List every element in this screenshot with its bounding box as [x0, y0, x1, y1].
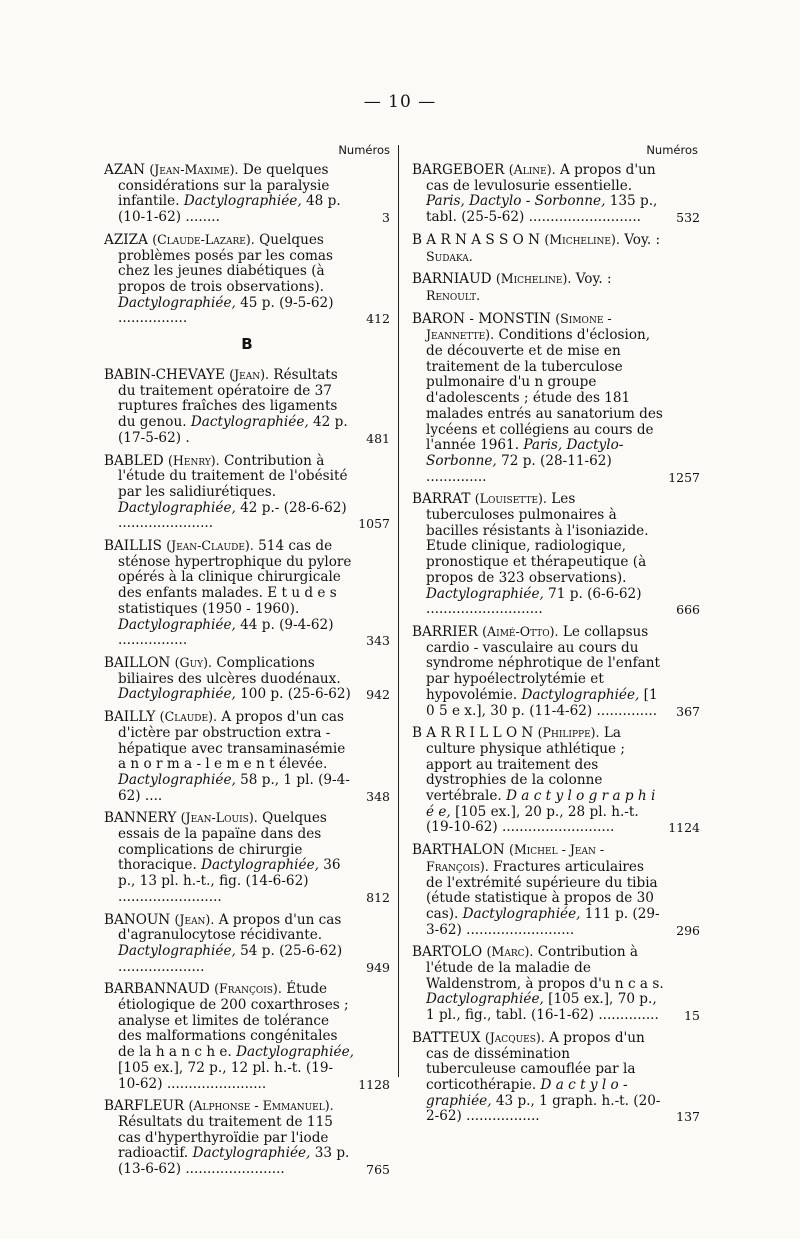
entry-given-name: (Aimé-Otto). — [482, 623, 559, 639]
entry-reference: 36 p., 13 pl. h.-t., fig. (14-6-62) ........................ — [118, 857, 341, 905]
entry-reference: 48 p. (10-1-62) ........ — [118, 193, 341, 226]
bibliography-entry — [104, 912, 390, 976]
entry-author: BAILLON — [104, 654, 171, 671]
entry-number: 137 — [676, 1109, 700, 1125]
entry-publisher: Dactylographiée, — [192, 1145, 311, 1162]
entry-title: La culture physique athlétique ; apport au traitement des dystrophies de la colonne vertébrale. — [426, 725, 626, 805]
entry-given-name: (Alphonse - Emmanuel). — [188, 1098, 334, 1114]
entry-author: BARRAT — [412, 491, 471, 508]
entry-author: BANNERY — [104, 810, 177, 827]
entry-title: Les tuberculoses pulmonaires à bacilles résistants à l'isoniazide. Etude clinique, radiologique, pronostique et thérapeutique (à propos de 323 observations). — [426, 491, 649, 586]
entry-given-name: (Michel - Jean - François). — [426, 842, 605, 874]
entry-title: Étude étiologique de 200 coxarthroses ; analyse et limites de tolérance des malformations congénitales de la h a n c h e. — [118, 981, 349, 1061]
entry-title: Le collapsus cardio - vasculaire au cours du syndrome néphrotique de l'enfant par hypoélectrolytémie et hypovolémie. — [426, 623, 660, 703]
entry-author: BABLED — [104, 452, 164, 469]
entry-reference: 33 p. (13-6-62) ....................... — [118, 1145, 350, 1178]
entry-number: 367 — [676, 703, 700, 719]
entry-given-name: (Jean-Maxime). — [149, 162, 239, 177]
entry-reference: 135 p., tabl. (25-5-62) .......................... — [426, 193, 658, 226]
left-column — [104, 162, 390, 1184]
entry-reference: 45 p. (9-5-62) ................ — [118, 294, 334, 327]
entry-reference: 71 p. (6-6-62) ........................... — [426, 585, 642, 618]
entry-title: Fractures articulaires de l'extrémité supérieure du tibia (étude statistique à propos de 30 cas). — [426, 858, 658, 922]
entry-reference: 44 p. (9-4-62) ................ — [118, 616, 334, 649]
entry-title: A propos d'un cas de dissémination tuberculeuse camouflée par la corticothérapie. — [426, 1029, 645, 1093]
entry-author: BARBANNAUD — [104, 981, 210, 998]
bibliography-entry — [412, 624, 700, 719]
entry-number: 1057 — [358, 516, 390, 532]
entry-title: A propos d'un cas de levulosurie essentielle. — [426, 162, 656, 194]
bibliography-entry — [104, 453, 390, 533]
entry-number: 949 — [366, 959, 390, 975]
bibliography-entry — [412, 842, 700, 938]
entry-publisher: Dactylographiée, — [236, 1044, 354, 1061]
entry-given-name: (Aline). — [508, 162, 556, 177]
bibliography-entry — [412, 271, 700, 304]
bibliography-entry — [104, 367, 390, 447]
bibliography-entry — [412, 491, 700, 618]
entry-author: BARON - MONSTIN — [412, 310, 551, 327]
entry-number: 348 — [366, 788, 390, 804]
entry-reference: 42 p.- (28-6-62) ...................... — [118, 499, 347, 532]
entry-author: BABIN-CHEVAYE — [104, 367, 225, 384]
entry-given-name: (Jean-Louis). — [180, 810, 258, 826]
entry-reference: 43 p., 1 graph. h.-t. (20-2-62) ................. — [426, 1092, 661, 1125]
entry-author: BARTOLO — [412, 944, 483, 961]
entry-title: A propos d'un cas d'agranulocytose récidivante. — [118, 911, 342, 944]
entry-title: A propos d'un cas d'ictère par obstruction extra - hépatique avec transaminasémie a n o r m a - l e m e n t élevée. — [118, 709, 346, 773]
entry-reference: [105 ex.], 72 p., 12 pl. h.-t. (19-10-62) ....................... — [118, 1059, 334, 1092]
entry-given-name: (Jean-Claude). — [166, 538, 254, 554]
entry-number: 666 — [676, 602, 700, 618]
entry-author: BAILLY — [104, 709, 156, 726]
entry-given-name: (Guy). — [174, 654, 213, 670]
entry-author: B A R R I L L O N — [412, 725, 534, 742]
entry-author: BATTEUX — [412, 1029, 481, 1046]
bibliography-entry — [412, 725, 700, 836]
entry-title: Contribution à l'étude du traitement de l'obésité par les salidiurétiques. — [118, 452, 348, 500]
entry-number: 532 — [676, 210, 700, 226]
page-number: — 10 — — [363, 92, 437, 112]
entry-author: AZAN — [104, 162, 145, 178]
entry-reference: Sudaka. — [426, 248, 473, 264]
bibliography-entry — [412, 162, 700, 226]
entry-given-name: (Claude-Lazare). — [152, 231, 255, 247]
bibliography-entry — [412, 944, 700, 1024]
bibliography-entry — [412, 1030, 700, 1125]
entry-publisher: Dactylographiée, — [201, 857, 319, 874]
entry-number: 1124 — [668, 820, 700, 836]
entry-number: 296 — [676, 922, 700, 938]
left-column-header: Numéros — [338, 143, 390, 157]
entry-given-name: (Louisette). — [474, 491, 547, 507]
entry-publisher: Dactylographiée, — [426, 991, 544, 1008]
entry-title: Résultats du traitement de 115 cas d'hyperthyroïdie par l'iode radioactif. — [118, 1113, 333, 1162]
entry-reference: 54 p. (25-6-62) .................... — [118, 942, 343, 975]
entry-publisher: Dactylographiée, — [118, 616, 236, 633]
entry-publisher: Dactylographiée, — [118, 942, 236, 959]
entry-publisher: D a c t y l o g r a p h i é e, — [426, 788, 656, 820]
entry-title: Résultats du traitement opératoire de 37 ruptures fraîches des ligaments du genou. — [118, 367, 338, 431]
bibliography-entry — [104, 810, 390, 905]
entry-given-name: (Micheline). — [495, 271, 572, 287]
entry-author: BAILLIS — [104, 538, 162, 555]
entry-publisher: Dactylographiée, — [118, 686, 236, 703]
entry-author: AZIZA — [104, 231, 148, 248]
entry-given-name: (Jean). — [174, 911, 215, 927]
bibliography-entry — [104, 162, 390, 226]
bibliography-entry — [104, 538, 390, 649]
bibliography-entry — [104, 655, 390, 703]
right-entries — [412, 162, 700, 1125]
bibliography-entry — [412, 311, 700, 486]
entry-given-name: (François). — [214, 981, 282, 997]
entry-number: 3 — [382, 210, 390, 226]
entry-given-name: (Jean). — [229, 367, 270, 383]
left-entries-a — [104, 162, 390, 327]
entry-author: BARRIER — [412, 623, 478, 640]
entry-publisher: Dactylographiée, — [118, 294, 236, 311]
entry-publisher: Dactylographiée, — [190, 414, 309, 431]
entry-author: BARTHALON — [412, 842, 505, 859]
entry-number: 765 — [366, 1162, 390, 1178]
entry-reference: 42 p. (17-5-62) . — [118, 414, 348, 446]
entry-number: 942 — [366, 687, 390, 703]
entry-given-name: (Micheline). — [544, 231, 620, 247]
bibliography-entry — [412, 232, 700, 265]
entry-title: Voy. : — [624, 231, 661, 248]
entry-given-name: (Henry). — [167, 452, 220, 468]
entry-number: 412 — [366, 311, 390, 327]
entry-number: 812 — [366, 889, 390, 905]
entry-reference: [1 0 5 e x.], 30 p. (11-4-62) .............. — [426, 686, 658, 719]
bibliography-entry — [104, 709, 390, 804]
entry-given-name: (Philippe). — [537, 725, 600, 741]
entry-title: Quelques problèmes posés par les comas chez les jeunes diabétiques (à propos de trois observations). — [118, 231, 333, 295]
entry-reference: 72 p. (28-11-62) .............. — [426, 452, 612, 485]
entry-reference: [105 ex.], 20 p., 28 pl. h.-t. (19-10-62) .......................... — [426, 803, 639, 836]
entry-publisher: Dactylographiée, — [521, 686, 640, 703]
entry-given-name: (Claude). — [159, 709, 217, 725]
right-column — [412, 162, 700, 1131]
entry-title: Contribution à l'étude de la maladie de Waldenstrom, à propos d'u n c a s. — [426, 944, 664, 992]
entry-reference: 58 p., 1 pl. (9-4-62) .... — [118, 771, 350, 804]
entry-number: 15 — [684, 1008, 700, 1024]
entry-publisher: Dactylographiée, — [118, 499, 236, 516]
left-entries-b — [104, 367, 390, 1178]
entry-given-name: (Jacques). — [484, 1029, 545, 1045]
entry-publisher: Dactylographiée, — [118, 771, 236, 788]
entry-publisher: Paris, Dactylo-Sorbonne, — [426, 437, 624, 469]
entry-number: 343 — [366, 633, 390, 649]
entry-given-name: (Simone - Jeannette). — [426, 310, 612, 343]
entry-author: BANOUN — [104, 911, 171, 928]
bibliography-entry — [104, 1098, 390, 1178]
entry-publisher: Dactylographiée, — [183, 193, 302, 210]
entry-title: Quelques essais de la papaïne dans des complications de chirurgie thoracique. — [118, 810, 327, 874]
entry-number: 1257 — [668, 469, 700, 485]
entry-reference: Renoult. — [426, 287, 481, 303]
bibliography-entry — [104, 232, 390, 327]
entry-publisher: Dactylographiée, — [462, 905, 581, 922]
entry-reference: 100 p. (25-6-62) — [240, 686, 351, 703]
entry-title: Conditions d'éclosion, de découverte et de mise en traitement de la tuberculose pulmonaire d'u n groupe d'adolescents ; étude des 181 malades entrés au sanatorium des lycéens et collégiens au cours de l'année 1961. — [426, 327, 663, 454]
entry-title: Complications biliaires des ulcères duodénaux. — [118, 654, 341, 687]
entry-publisher: Dactylographiée, — [426, 585, 544, 602]
entry-number: 481 — [366, 430, 390, 446]
bibliography-entry — [104, 981, 390, 1092]
entry-author: BARFLEUR — [104, 1098, 185, 1115]
entry-reference: 111 p. (29-3-62) ......................... — [426, 905, 660, 938]
entry-author: BARGEBOER — [412, 162, 505, 178]
entry-given-name: (Marc). — [486, 944, 534, 960]
section-letter: B — [241, 335, 253, 354]
entry-author: B A R N A S S O N — [412, 231, 540, 248]
entry-title: Voy. : — [575, 271, 612, 288]
entry-title: 514 cas de sténose hypertrophique du pylore opérés à la clinique chirurgicale des enfants malades. E t u d e s statistiques (1950 - 1960). — [118, 538, 352, 617]
entry-number: 1128 — [358, 1076, 390, 1092]
column-divider — [398, 145, 399, 1077]
entry-author: BARNIAUD — [412, 271, 492, 288]
entry-publisher: Paris, Dactylo - Sorbonne, — [426, 193, 606, 210]
entry-title: De quelques considérations sur la paralysie infantile. — [118, 162, 330, 210]
entry-publisher: D a c t y l o - graphiée, — [426, 1076, 628, 1109]
entry-reference: [105 ex.], 70 p., 1 pl., fig., tabl. (16-1-62) .............. — [426, 991, 659, 1024]
right-column-header: Numéros — [646, 143, 698, 157]
